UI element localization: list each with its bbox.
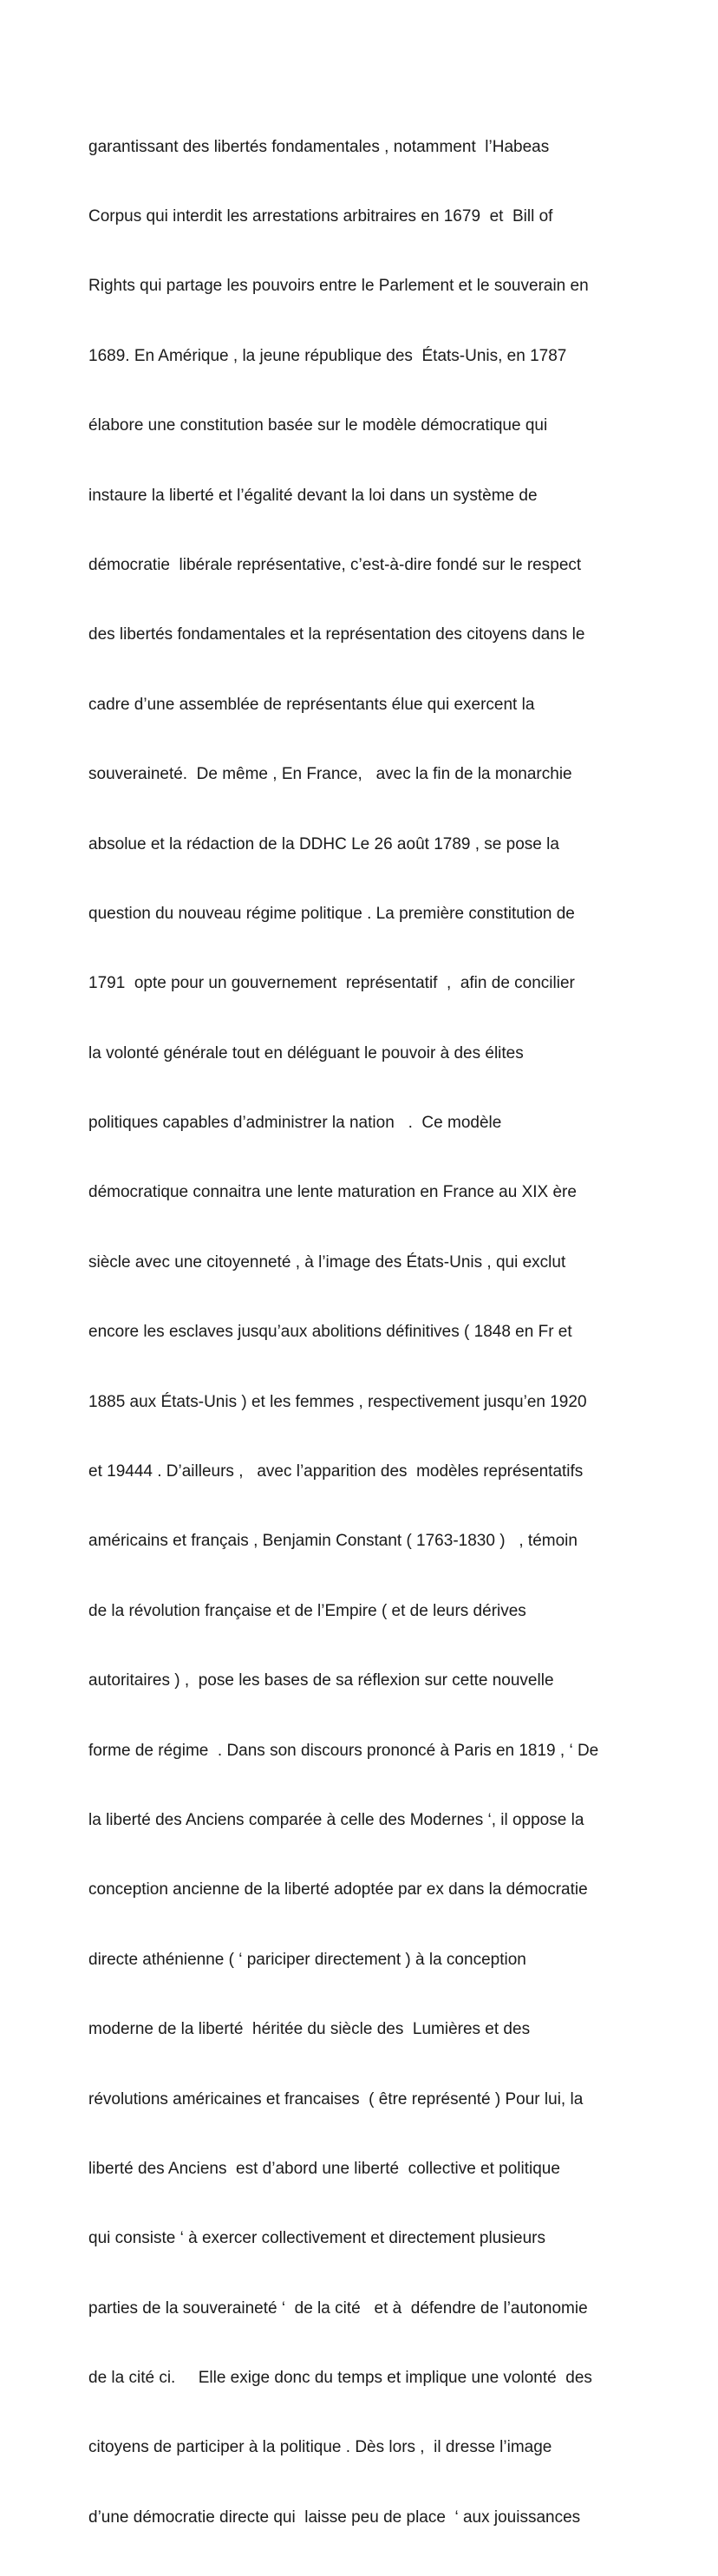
- text-line: 1791 opte pour un gouvernement représentatif , afin de concilier: [88, 974, 575, 993]
- body-text: [88, 89, 643, 2576]
- text-line: politiques capables d’administrer la nation . Ce modèle: [88, 1114, 502, 1133]
- text-line: autoritaires ) , pose les bases de sa réflexion sur cette nouvelle: [88, 1671, 554, 1690]
- text-line: siècle avec une citoyenneté , à l’image des États-Unis , qui exclut: [88, 1252, 566, 1272]
- text-line: démocratie libérale représentative, c’est-à-dire fondé sur le respect: [88, 555, 582, 574]
- text-line: 1885 aux États-Unis ) et les femmes , respectivement jusqu’en 1920: [88, 1392, 587, 1411]
- text-line: Corpus qui interdit les arrestations arbitraires en 1679 et Bill of: [88, 206, 553, 226]
- text-line: absolue et la rédaction de la DDHC Le 26 août 1789 , se pose la: [88, 834, 559, 853]
- text-line: de la révolution française et de l’Empire ( et de leurs dérives: [88, 1601, 526, 1620]
- text-line: de la cité ci. Elle exige donc du temps et implique une volonté des: [88, 2369, 592, 2388]
- text-line: des libertés fondamentales et la représentation des citoyens dans le: [88, 625, 585, 644]
- text-line: garantissant des libertés fondamentales , notamment l’Habeas: [88, 137, 550, 156]
- text-line: conception ancienne de la liberté adoptée par ex dans la démocratie: [88, 1880, 588, 1899]
- text-line: souveraineté. De même , En France, avec la fin de la monarchie: [88, 765, 572, 784]
- text-line: question du nouveau régime politique . La première constitution de: [88, 904, 575, 923]
- text-line: citoyens de participer à la politique . Dès lors , il dresse l’image: [88, 2438, 552, 2457]
- text-line: américains et français , Benjamin Constant ( 1763-1830 ) , témoin: [88, 1532, 578, 1551]
- text-line: et 19444 . D’ailleurs , avec l’apparition des modèles représentatifs: [88, 1462, 584, 1481]
- text-line: forme de régime . Dans son discours prononcé à Paris en 1819 , ‘ De: [88, 1741, 599, 1760]
- text-line: liberté des Anciens est d’abord une liberté collective et politique: [88, 2159, 560, 2178]
- text-line: 1689. En Amérique , la jeune république des États-Unis, en 1787: [88, 346, 567, 365]
- text-line: élabore une constitution basée sur le modèle démocratique qui: [88, 416, 548, 435]
- text-line: la liberté des Anciens comparée à celle des Modernes ‘, il oppose la: [88, 1810, 584, 1829]
- text-line: la volonté générale tout en déléguant le pouvoir à des élites: [88, 1043, 524, 1062]
- text-line: d’une démocratie directe qui laisse peu de place ‘ aux jouissances: [88, 2507, 581, 2527]
- text-line: moderne de la liberté héritée du siècle des Lumières et des: [88, 2020, 531, 2039]
- text-line: encore les esclaves jusqu’aux abolitions définitives ( 1848 en Fr et: [88, 1323, 572, 1342]
- text-line: qui consiste ‘ à exercer collectivement et directement plusieurs: [88, 2229, 545, 2248]
- text-line: Rights qui partage les pouvoirs entre le Parlement et le souverain en: [88, 277, 589, 296]
- text-line: directe athénienne ( ‘ pariciper directement ) à la conception: [88, 1950, 526, 1969]
- text-line: instaure la liberté et l’égalité devant la loi dans un système de: [88, 486, 538, 505]
- text-line: démocratique connaitra une lente maturation en France au XIX ère: [88, 1183, 577, 1202]
- text-line: cadre d’une assemblée de représentants élue qui exercent la: [88, 695, 535, 714]
- text-line: parties de la souveraineté ‘ de la cité et à défendre de l’autonomie: [88, 2298, 588, 2318]
- text-line: révolutions américaines et francaises ( être représenté ) Pour lui, la: [88, 2089, 584, 2109]
